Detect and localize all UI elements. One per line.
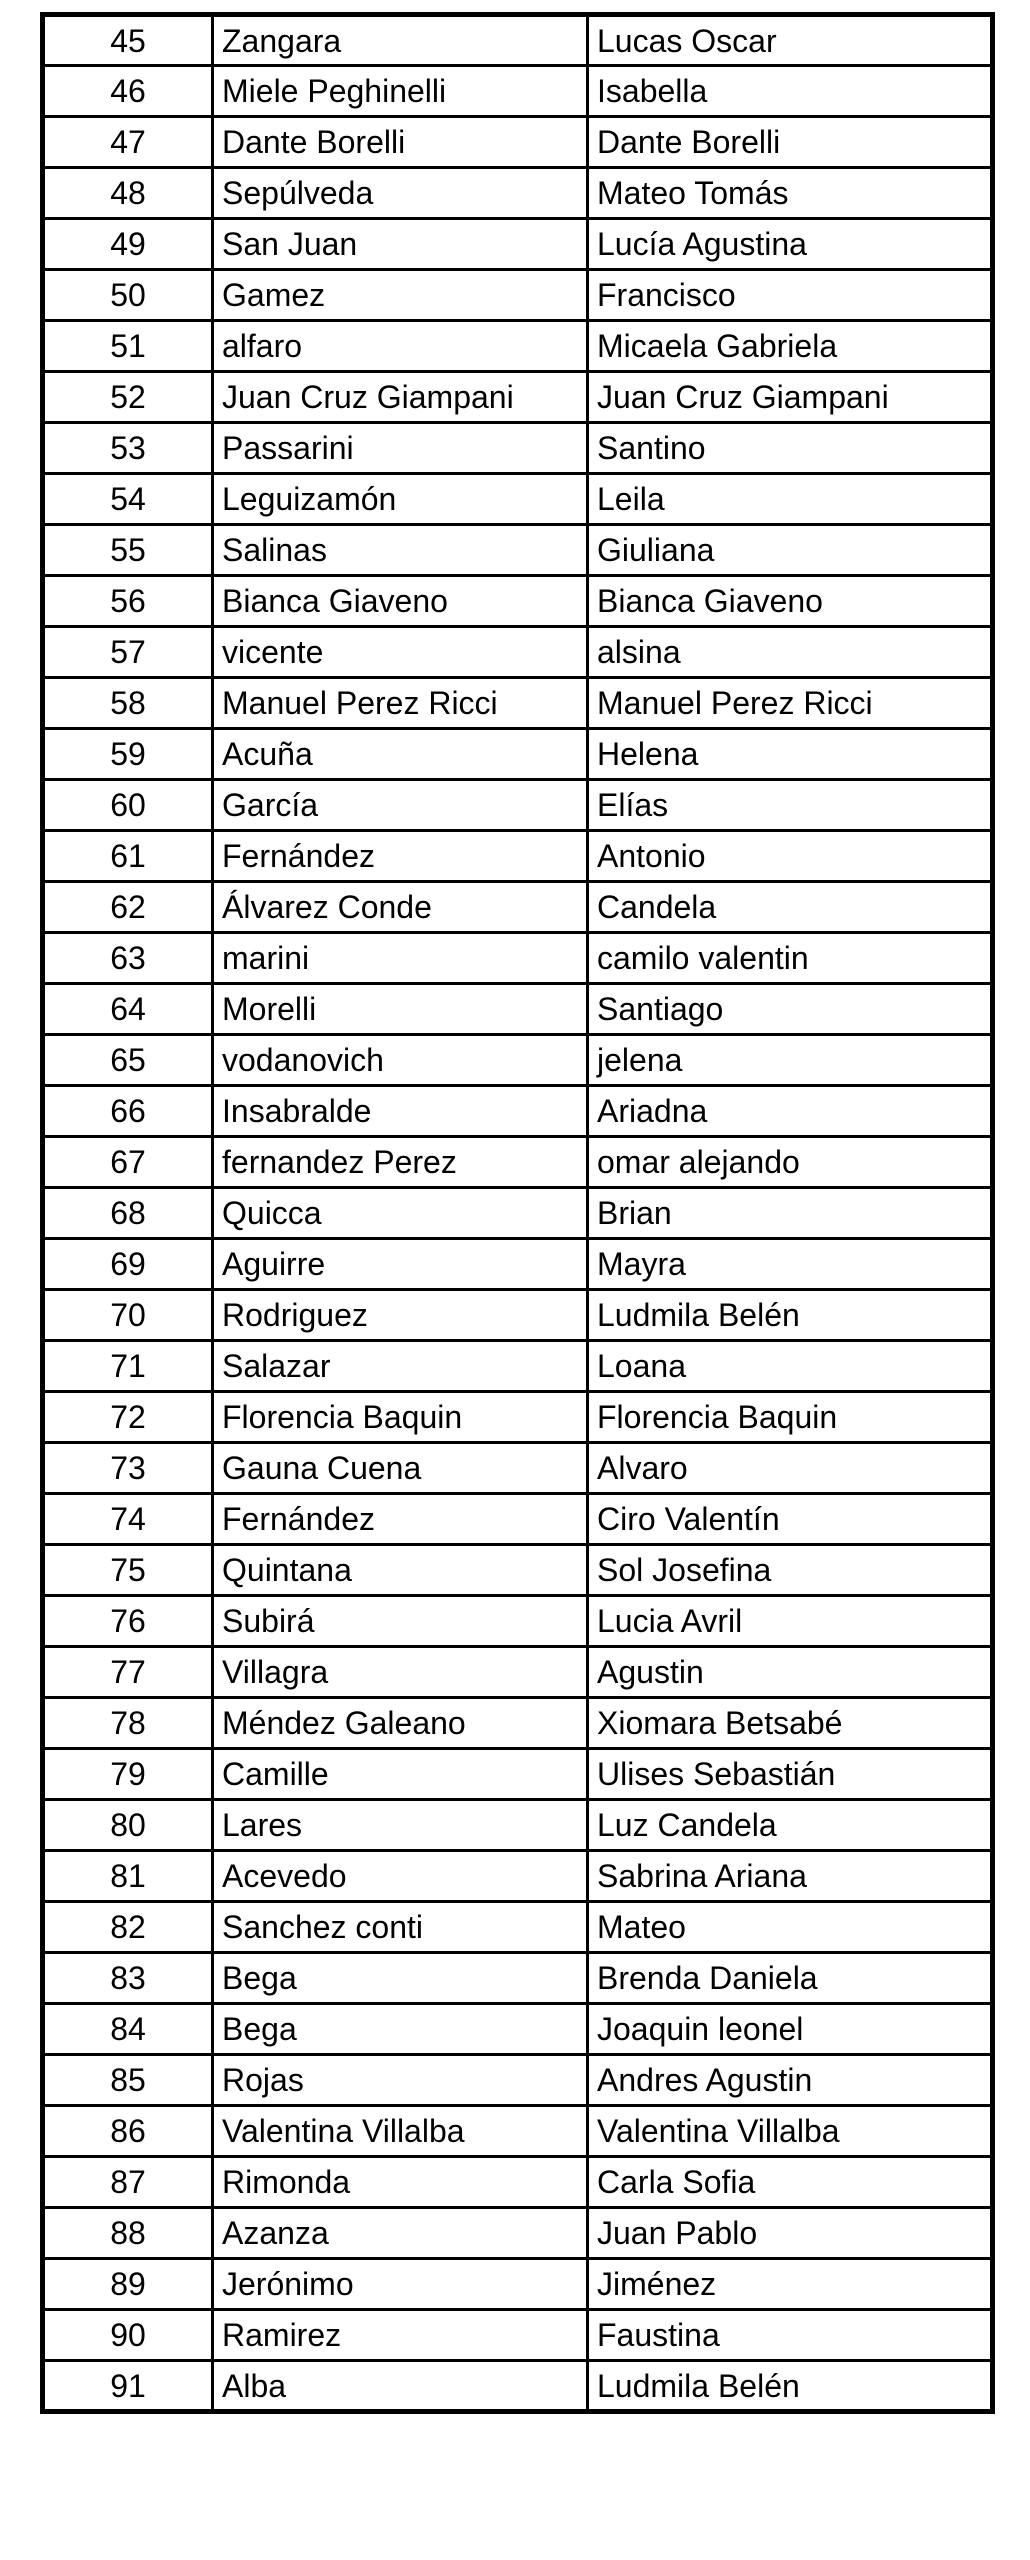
row-number-cell: 72	[43, 1392, 213, 1443]
last-name-cell: Aguirre	[213, 1239, 588, 1290]
last-name-cell: Salazar	[213, 1341, 588, 1392]
table-row	[43, 627, 993, 678]
last-name-cell: Miele Peghinelli	[213, 66, 588, 117]
table-row	[43, 2310, 993, 2361]
first-name-cell: Alvaro	[588, 1443, 993, 1494]
first-name-cell: Juan Cruz Giampani	[588, 372, 993, 423]
last-name-cell: vicente	[213, 627, 588, 678]
first-name-cell: Dante Borelli	[588, 117, 993, 168]
row-number-cell: 84	[43, 2004, 213, 2055]
row-number-cell: 71	[43, 1341, 213, 1392]
row-number-cell: 73	[43, 1443, 213, 1494]
first-name-cell: Ludmila Belén	[588, 2361, 993, 2412]
table-row	[43, 1545, 993, 1596]
last-name-cell: Salinas	[213, 525, 588, 576]
last-name-cell: García	[213, 780, 588, 831]
first-name-cell: Mateo	[588, 1902, 993, 1953]
table-row	[43, 1851, 993, 1902]
row-number-cell: 85	[43, 2055, 213, 2106]
table-row	[43, 1035, 993, 1086]
table-row	[43, 1902, 993, 1953]
table-row	[43, 321, 993, 372]
table-row	[43, 1647, 993, 1698]
last-name-cell: Morelli	[213, 984, 588, 1035]
last-name-cell: Acevedo	[213, 1851, 588, 1902]
first-name-cell: Ulises Sebastián	[588, 1749, 993, 1800]
last-name-cell: Fernández	[213, 1494, 588, 1545]
row-number-cell: 46	[43, 66, 213, 117]
row-number-cell: 59	[43, 729, 213, 780]
table-row	[43, 2361, 993, 2412]
last-name-cell: Quintana	[213, 1545, 588, 1596]
last-name-cell: San Juan	[213, 219, 588, 270]
first-name-cell: Leila	[588, 474, 993, 525]
table-row	[43, 831, 993, 882]
first-name-cell: Faustina	[588, 2310, 993, 2361]
row-number-cell: 53	[43, 423, 213, 474]
first-name-cell: Brian	[588, 1188, 993, 1239]
first-name-cell: Santino	[588, 423, 993, 474]
row-number-cell: 74	[43, 1494, 213, 1545]
last-name-cell: vodanovich	[213, 1035, 588, 1086]
first-name-cell: Andres Agustin	[588, 2055, 993, 2106]
first-name-cell: Carla Sofia	[588, 2157, 993, 2208]
first-name-cell: Agustin	[588, 1647, 993, 1698]
table-row	[43, 882, 993, 933]
last-name-cell: Acuña	[213, 729, 588, 780]
roster-table-body	[43, 15, 993, 2412]
row-number-cell: 54	[43, 474, 213, 525]
row-number-cell: 45	[43, 15, 213, 66]
last-name-cell: Fernández	[213, 831, 588, 882]
row-number-cell: 66	[43, 1086, 213, 1137]
last-name-cell: Leguizamón	[213, 474, 588, 525]
first-name-cell: Isabella	[588, 66, 993, 117]
first-name-cell: Jiménez	[588, 2259, 993, 2310]
first-name-cell: Brenda Daniela	[588, 1953, 993, 2004]
row-number-cell: 76	[43, 1596, 213, 1647]
table-row	[43, 1137, 993, 1188]
last-name-cell: Álvarez Conde	[213, 882, 588, 933]
last-name-cell: Rimonda	[213, 2157, 588, 2208]
first-name-cell: jelena	[588, 1035, 993, 1086]
table-row	[43, 2208, 993, 2259]
first-name-cell: Elías	[588, 780, 993, 831]
row-number-cell: 64	[43, 984, 213, 1035]
table-row	[43, 933, 993, 984]
last-name-cell: Insabralde	[213, 1086, 588, 1137]
first-name-cell: alsina	[588, 627, 993, 678]
last-name-cell: Bianca Giaveno	[213, 576, 588, 627]
last-name-cell: Dante Borelli	[213, 117, 588, 168]
row-number-cell: 79	[43, 1749, 213, 1800]
first-name-cell: Manuel Perez Ricci	[588, 678, 993, 729]
first-name-cell: Candela	[588, 882, 993, 933]
first-name-cell: Lucia Avril	[588, 1596, 993, 1647]
table-row	[43, 1698, 993, 1749]
row-number-cell: 65	[43, 1035, 213, 1086]
table-row	[43, 423, 993, 474]
table-row	[43, 2004, 993, 2055]
last-name-cell: Jerónimo	[213, 2259, 588, 2310]
first-name-cell: Sabrina Ariana	[588, 1851, 993, 1902]
row-number-cell: 50	[43, 270, 213, 321]
last-name-cell: Bega	[213, 1953, 588, 2004]
last-name-cell: Passarini	[213, 423, 588, 474]
first-name-cell: Ludmila Belén	[588, 1290, 993, 1341]
last-name-cell: Bega	[213, 2004, 588, 2055]
first-name-cell: Ariadna	[588, 1086, 993, 1137]
first-name-cell: Mateo Tomás	[588, 168, 993, 219]
table-row	[43, 2106, 993, 2157]
first-name-cell: camilo valentin	[588, 933, 993, 984]
last-name-cell: Sanchez conti	[213, 1902, 588, 1953]
last-name-cell: Florencia Baquin	[213, 1392, 588, 1443]
row-number-cell: 61	[43, 831, 213, 882]
row-number-cell: 63	[43, 933, 213, 984]
row-number-cell: 77	[43, 1647, 213, 1698]
table-row	[43, 372, 993, 423]
last-name-cell: Valentina Villalba	[213, 2106, 588, 2157]
row-number-cell: 90	[43, 2310, 213, 2361]
row-number-cell: 51	[43, 321, 213, 372]
row-number-cell: 75	[43, 1545, 213, 1596]
first-name-cell: Helena	[588, 729, 993, 780]
first-name-cell: Loana	[588, 1341, 993, 1392]
last-name-cell: Rojas	[213, 2055, 588, 2106]
first-name-cell: Sol Josefina	[588, 1545, 993, 1596]
table-row	[43, 1953, 993, 2004]
row-number-cell: 70	[43, 1290, 213, 1341]
row-number-cell: 48	[43, 168, 213, 219]
table-row	[43, 270, 993, 321]
first-name-cell: Florencia Baquin	[588, 1392, 993, 1443]
table-row	[43, 1290, 993, 1341]
row-number-cell: 69	[43, 1239, 213, 1290]
first-name-cell: omar alejando	[588, 1137, 993, 1188]
row-number-cell: 89	[43, 2259, 213, 2310]
last-name-cell: Rodriguez	[213, 1290, 588, 1341]
first-name-cell: Santiago	[588, 984, 993, 1035]
table-row	[43, 474, 993, 525]
last-name-cell: Zangara	[213, 15, 588, 66]
last-name-cell: Lares	[213, 1800, 588, 1851]
table-row	[43, 1341, 993, 1392]
table-row	[43, 984, 993, 1035]
first-name-cell: Ciro Valentín	[588, 1494, 993, 1545]
row-number-cell: 87	[43, 2157, 213, 2208]
first-name-cell: Valentina Villalba	[588, 2106, 993, 2157]
first-name-cell: Juan Pablo	[588, 2208, 993, 2259]
row-number-cell: 60	[43, 780, 213, 831]
last-name-cell: fernandez Perez	[213, 1137, 588, 1188]
row-number-cell: 57	[43, 627, 213, 678]
table-row	[43, 678, 993, 729]
last-name-cell: Ramirez	[213, 2310, 588, 2361]
last-name-cell: Subirá	[213, 1596, 588, 1647]
table-row	[43, 1392, 993, 1443]
last-name-cell: Juan Cruz Giampani	[213, 372, 588, 423]
table-row	[43, 1188, 993, 1239]
row-number-cell: 81	[43, 1851, 213, 1902]
table-row	[43, 1494, 993, 1545]
table-row	[43, 1239, 993, 1290]
table-row	[43, 576, 993, 627]
table-row	[43, 1443, 993, 1494]
row-number-cell: 55	[43, 525, 213, 576]
table-row	[43, 2157, 993, 2208]
table-row	[43, 15, 993, 66]
row-number-cell: 58	[43, 678, 213, 729]
row-number-cell: 88	[43, 2208, 213, 2259]
table-row	[43, 729, 993, 780]
roster-table	[40, 12, 995, 2414]
table-row	[43, 525, 993, 576]
first-name-cell: Luz Candela	[588, 1800, 993, 1851]
table-row	[43, 780, 993, 831]
last-name-cell: marini	[213, 933, 588, 984]
row-number-cell: 62	[43, 882, 213, 933]
table-row	[43, 219, 993, 270]
table-row	[43, 66, 993, 117]
last-name-cell: Manuel Perez Ricci	[213, 678, 588, 729]
last-name-cell: Azanza	[213, 2208, 588, 2259]
last-name-cell: Sepúlveda	[213, 168, 588, 219]
table-row	[43, 1749, 993, 1800]
last-name-cell: Camille	[213, 1749, 588, 1800]
table-row	[43, 2259, 993, 2310]
row-number-cell: 68	[43, 1188, 213, 1239]
table-row	[43, 117, 993, 168]
first-name-cell: Micaela Gabriela	[588, 321, 993, 372]
first-name-cell: Xiomara Betsabé	[588, 1698, 993, 1749]
last-name-cell: Méndez Galeano	[213, 1698, 588, 1749]
first-name-cell: Lucas Oscar	[588, 15, 993, 66]
row-number-cell: 80	[43, 1800, 213, 1851]
first-name-cell: Antonio	[588, 831, 993, 882]
row-number-cell: 86	[43, 2106, 213, 2157]
last-name-cell: alfaro	[213, 321, 588, 372]
row-number-cell: 91	[43, 2361, 213, 2412]
last-name-cell: Quicca	[213, 1188, 588, 1239]
last-name-cell: Gamez	[213, 270, 588, 321]
table-row	[43, 1800, 993, 1851]
row-number-cell: 47	[43, 117, 213, 168]
table-row	[43, 1596, 993, 1647]
table-row	[43, 2055, 993, 2106]
first-name-cell: Mayra	[588, 1239, 993, 1290]
table-row	[43, 1086, 993, 1137]
row-number-cell: 67	[43, 1137, 213, 1188]
first-name-cell: Francisco	[588, 270, 993, 321]
first-name-cell: Bianca Giaveno	[588, 576, 993, 627]
first-name-cell: Lucía Agustina	[588, 219, 993, 270]
row-number-cell: 56	[43, 576, 213, 627]
row-number-cell: 78	[43, 1698, 213, 1749]
last-name-cell: Gauna Cuena	[213, 1443, 588, 1494]
row-number-cell: 83	[43, 1953, 213, 2004]
row-number-cell: 82	[43, 1902, 213, 1953]
last-name-cell: Alba	[213, 2361, 588, 2412]
last-name-cell: Villagra	[213, 1647, 588, 1698]
first-name-cell: Giuliana	[588, 525, 993, 576]
row-number-cell: 52	[43, 372, 213, 423]
row-number-cell: 49	[43, 219, 213, 270]
first-name-cell: Joaquin leonel	[588, 2004, 993, 2055]
table-row	[43, 168, 993, 219]
